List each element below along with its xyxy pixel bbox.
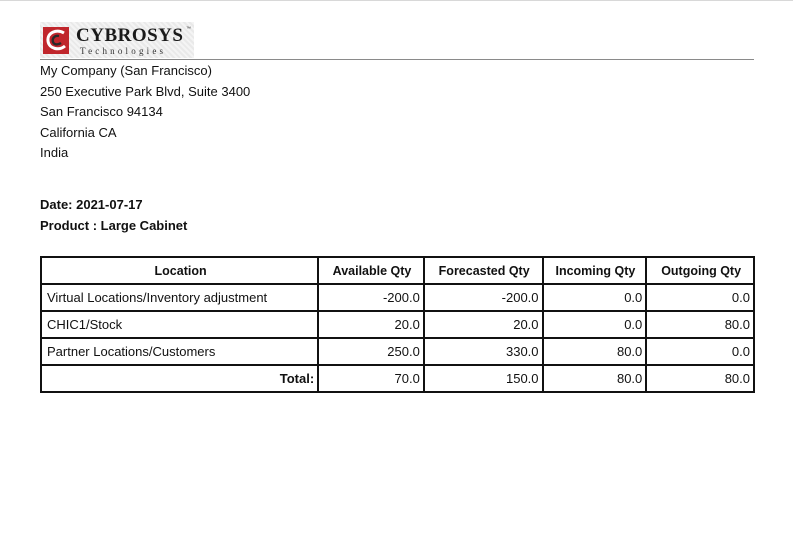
cell-incoming-qty: 0.0 xyxy=(543,311,647,338)
cell-location: CHIC1/Stock xyxy=(41,311,318,338)
report-date: Date: 2021-07-17 xyxy=(40,197,143,212)
cell-location: Partner Locations/Customers xyxy=(41,338,318,365)
address-city-zip: San Francisco 94134 xyxy=(40,104,163,120)
table-row xyxy=(41,311,754,338)
header-available-qty: Available Qty xyxy=(318,257,424,284)
cell-incoming-qty: 80.0 xyxy=(543,338,647,365)
report-product: Product : Large Cabinet xyxy=(40,218,188,233)
cell-available-qty: -200.0 xyxy=(318,284,424,311)
address-street: 250 Executive Park Blvd, Suite 3400 xyxy=(40,83,251,99)
address-company: My Company (San Francisco) xyxy=(40,63,212,78)
cell-outgoing-qty: 0.0 xyxy=(646,338,754,365)
total-forecasted-qty: 150.0 xyxy=(424,365,543,392)
table-header-row xyxy=(41,257,754,284)
company-address xyxy=(40,61,250,164)
report-header xyxy=(40,22,754,60)
header-incoming-qty: Incoming Qty xyxy=(543,257,647,284)
total-available-qty: 70.0 xyxy=(318,365,424,392)
cell-forecasted-qty: 20.0 xyxy=(424,311,543,338)
total-incoming-qty: 80.0 xyxy=(543,365,647,392)
stock-quantity-table xyxy=(40,256,755,393)
page-top-border xyxy=(0,0,793,1)
address-state: California CA xyxy=(40,124,117,140)
table-row xyxy=(41,284,754,311)
cell-location: Virtual Locations/Inventory adjustment xyxy=(41,284,318,311)
cybrosys-logo-icon xyxy=(43,27,69,54)
total-label: Total: xyxy=(41,365,318,392)
logo-trademark: ™ xyxy=(186,26,191,32)
address-country: India xyxy=(40,145,69,161)
cell-incoming-qty: 0.0 xyxy=(543,284,647,311)
header-outgoing-qty: Outgoing Qty xyxy=(646,257,754,284)
cell-forecasted-qty: -200.0 xyxy=(424,284,543,311)
table-row xyxy=(41,338,754,365)
cell-outgoing-qty: 80.0 xyxy=(646,311,754,338)
company-logo xyxy=(40,22,194,58)
header-divider xyxy=(40,59,754,60)
header-forecasted-qty: Forecasted Qty xyxy=(424,257,543,284)
logo-name: CYBROSYS xyxy=(76,25,184,46)
logo-tagline: Technologies xyxy=(80,46,167,56)
cell-forecasted-qty: 330.0 xyxy=(424,338,543,365)
table-total-row xyxy=(41,365,754,392)
total-outgoing-qty: 80.0 xyxy=(646,365,754,392)
report-meta xyxy=(40,194,187,236)
cell-available-qty: 250.0 xyxy=(318,338,424,365)
header-location: Location xyxy=(41,257,318,284)
cell-available-qty: 20.0 xyxy=(318,311,424,338)
cell-outgoing-qty: 0.0 xyxy=(646,284,754,311)
